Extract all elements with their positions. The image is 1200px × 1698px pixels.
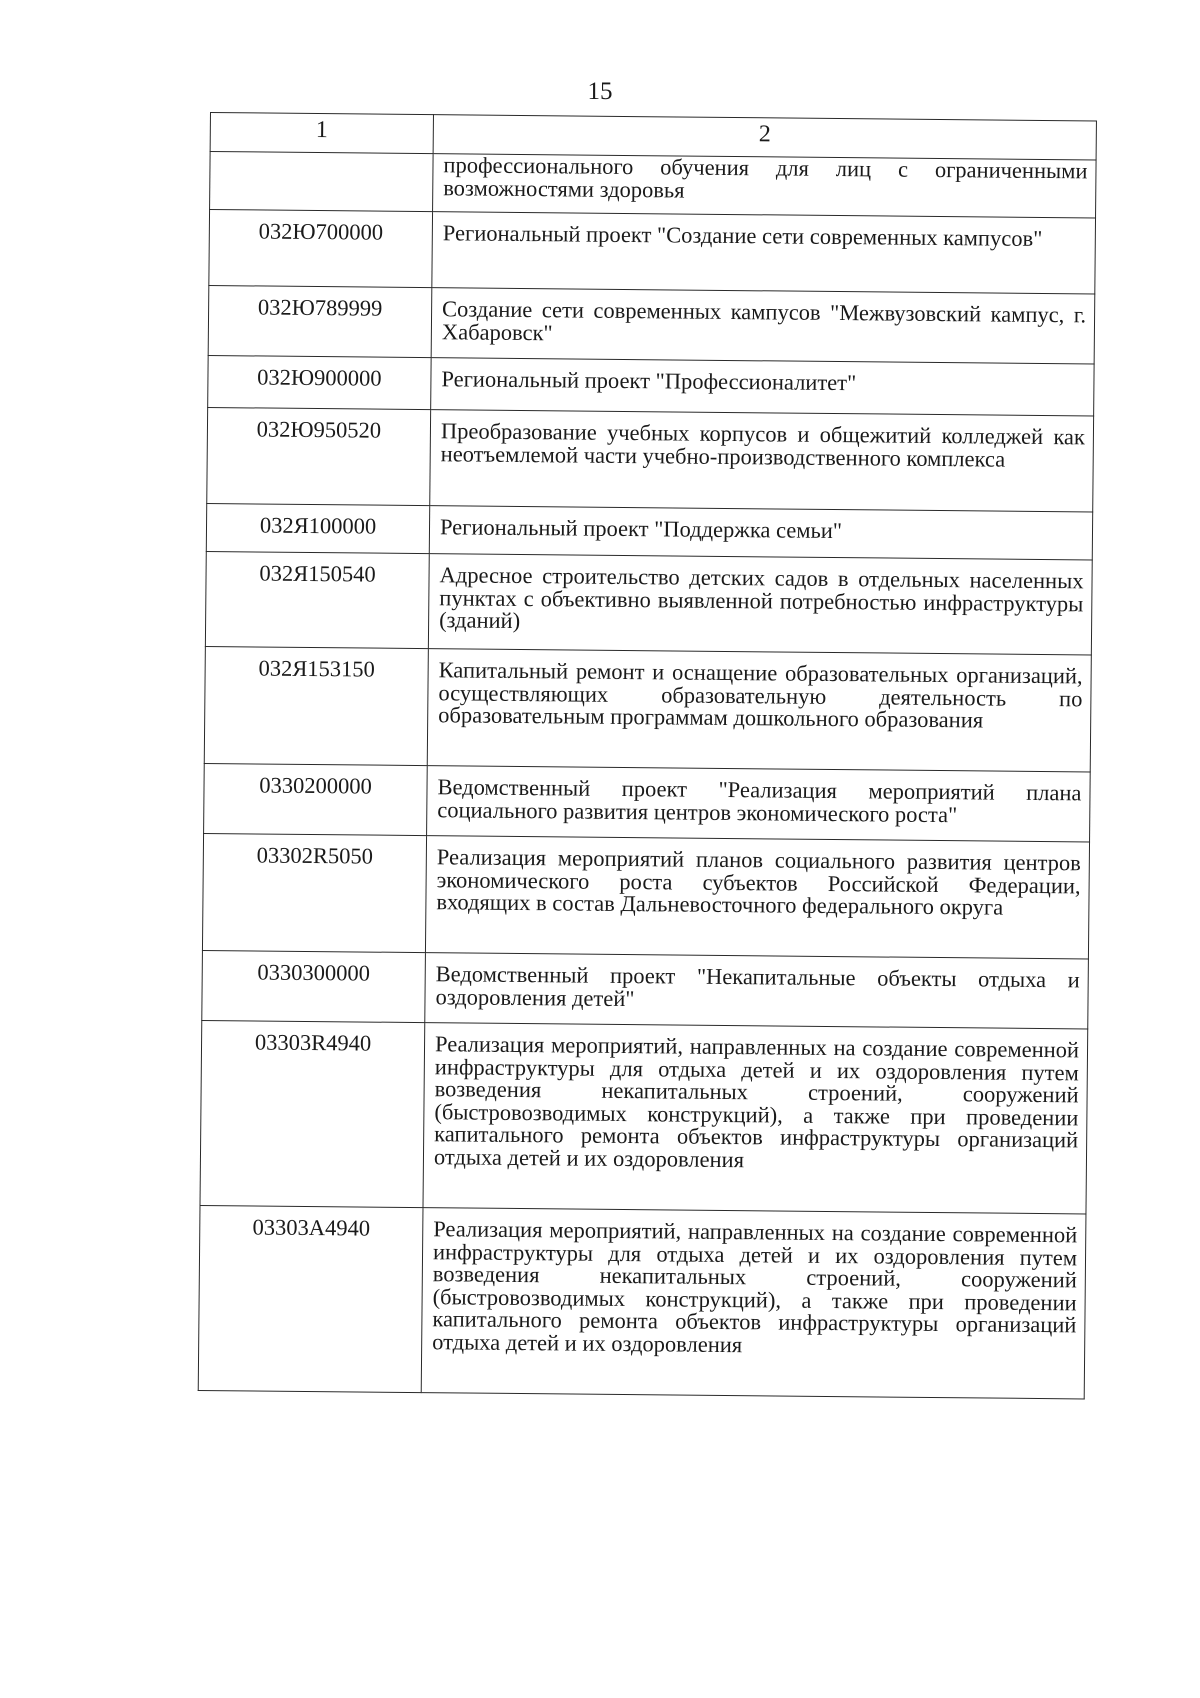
row-description: Реализация мероприятий, направленных на создание современной инфраструктуры для отдыха детей и их оздоровления путем возведения некапитальных строений, сооружений (быстровозводимых конструкций), а также при проведении капитального ремонта объектов инфраструктуры организаций отдыха детей и их оздоровления [423,1023,1088,1214]
table-row [202,950,1089,1029]
table-row [198,1205,1086,1398]
column-header-1: 1 [210,113,433,154]
table-row [210,152,1097,219]
table-row [208,285,1095,364]
table-row [205,551,1092,655]
row-code: 0330200000 [204,763,428,835]
table-row [207,407,1094,512]
row-code: 032Ю700000 [209,210,433,288]
row-description: Реализация мероприятий планов социального развития центров экономического роста субъектов Российской Федерации, входящих в состав Дальневосточного федерального округа [425,836,1089,959]
row-description: Создание сети современных кампусов "Межвузовский кампус, г. Хабаровск" [431,288,1095,364]
row-code: 032Я153150 [204,646,428,765]
table-row [202,833,1089,958]
row-code: 03303R4940 [200,1020,425,1207]
row-description: Реализация мероприятий, направленных на создание современной инфраструктуры для отдыха детей и их оздоровления путем возведения некапитальных строений, сооружений (быстровозводимых конструкций), а также при проведении капитального ремонта объектов инфраструктуры организаций отдыха детей и их оздоровления [421,1208,1086,1399]
table-row [209,210,1096,295]
column-header-2: 2 [433,115,1096,160]
row-code: 032Я100000 [206,503,429,553]
table-row [206,503,1092,560]
row-description: Ведомственный проект "Некапитальные объекты отдыха и оздоровления детей" [425,953,1089,1029]
row-code: 032Ю950520 [207,407,431,505]
row-description: профессионального обучения для лиц с ограниченными возможностями здоровья [433,154,1097,218]
row-description: Региональный проект "Поддержка семьи" [429,506,1092,560]
row-description: Адресное строительство детских садов в отдельных населенных пунктах с объективно выявленной потребностью инфраструктуры (зданий) [428,554,1092,655]
table-row [204,646,1091,771]
row-description: Региональный проект "Профессионалитет" [431,358,1094,416]
page-number: 15 [587,78,613,105]
row-code: 03302R5050 [202,833,426,952]
row-description: Ведомственный проект "Реализация мероприятий плана социального развития центров экономического роста" [427,766,1091,842]
row-code: 032Ю789999 [208,285,432,357]
row-code [210,152,434,212]
table-row [200,1020,1088,1213]
budget-codes-table [198,112,1097,1399]
row-code: 0330300000 [202,950,426,1022]
table-row [208,355,1094,416]
row-code: 032Ю900000 [208,355,431,409]
row-description: Региональный проект "Создание сети современных кампусов" [432,212,1096,294]
row-code: 03303A4940 [198,1205,423,1392]
row-description: Капитальный ремонт и оснащение образовательных организаций, осуществляющих образовательную деятельность по образовательным программам дошкольного образования [427,649,1091,772]
row-code: 032Я150540 [205,551,429,648]
row-description: Преобразование учебных корпусов и общежитий колледжей как неотъемлемой части учебно-производственного комплекса [430,410,1094,512]
table-row [204,763,1091,842]
